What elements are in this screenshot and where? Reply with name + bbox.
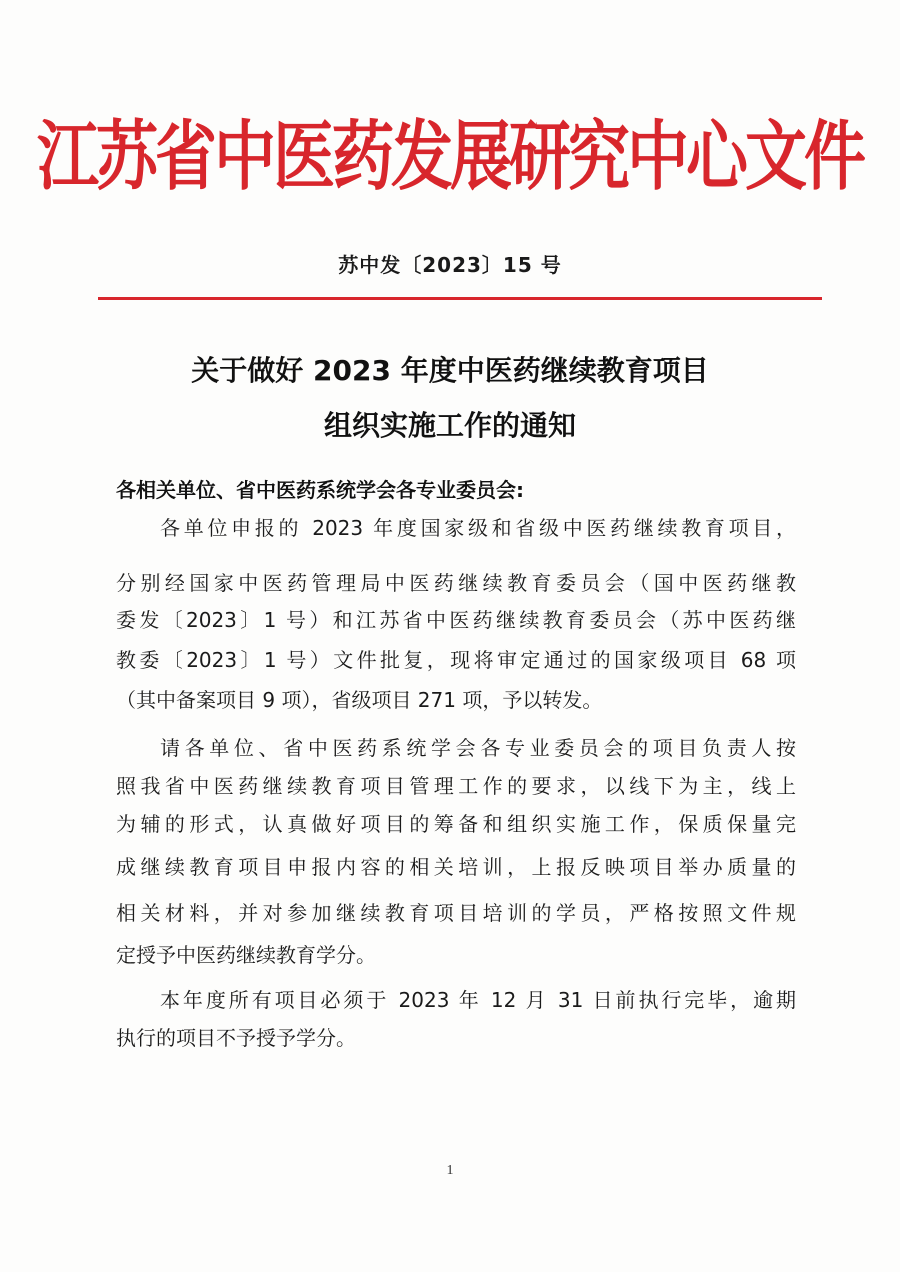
paragraph-2-line-2: 照我省中医药继续教育项目管理工作的要求，以线下为主，线上 xyxy=(116,774,796,798)
paragraph-2-line-6: 定授予中医药继续教育学分。 xyxy=(116,943,376,967)
paragraph-2-line-5: 相关材料，并对参加继续教育项目培训的学员，严格按照文件规 xyxy=(116,901,796,925)
paragraph-3-line-1: 本年度所有项目必须于 2023 年 12 月 31 日前执行完毕，逾期 xyxy=(160,988,796,1012)
paragraph-1-line-5: （其中备案项目 9 项），省级项目 271 项，予以转发。 xyxy=(116,688,603,712)
paragraph-1-line-2: 分别经国家中医药管理局中医药继续教育委员会（国中医药继教 xyxy=(116,571,796,595)
paragraph-1-line-1: 各单位申报的 2023 年度国家级和省级中医药继续教育项目， xyxy=(160,516,796,540)
notice-title-line-2: 组织实施工作的通知 xyxy=(323,409,576,442)
paragraph-2-line-1: 请各单位、省中医药系统学会各专业委员会的项目负责人按 xyxy=(160,736,796,760)
paragraph-1-line-3: 委发〔2023〕1 号）和江苏省中医药继续教育委员会（苏中医药继 xyxy=(116,608,796,632)
org-header-title: 江苏省中医药发展研究中心文件 xyxy=(36,111,863,201)
paragraph-2-line-4: 成继续教育项目申报内容的相关培训，上报反映项目举办质量的 xyxy=(116,855,796,879)
paragraph-2-line-3: 为辅的形式，认真做好项目的筹备和组织实施工作，保质保量完 xyxy=(116,812,796,836)
header-divider xyxy=(98,297,822,300)
document-number: 苏中发〔2023〕15 号 xyxy=(338,253,562,277)
notice-title-line-1: 关于做好 2023 年度中医药继续教育项目 xyxy=(191,354,709,387)
paragraph-3-line-2: 执行的项目不予授予学分。 xyxy=(116,1026,356,1050)
page-number: 1 xyxy=(446,1163,454,1178)
paragraph-1-line-4: 教委〔2023〕1 号）文件批复，现将审定通过的国家级项目 68 项 xyxy=(116,648,796,672)
salutation: 各相关单位、省中医药系统学会各专业委员会: xyxy=(116,478,524,502)
